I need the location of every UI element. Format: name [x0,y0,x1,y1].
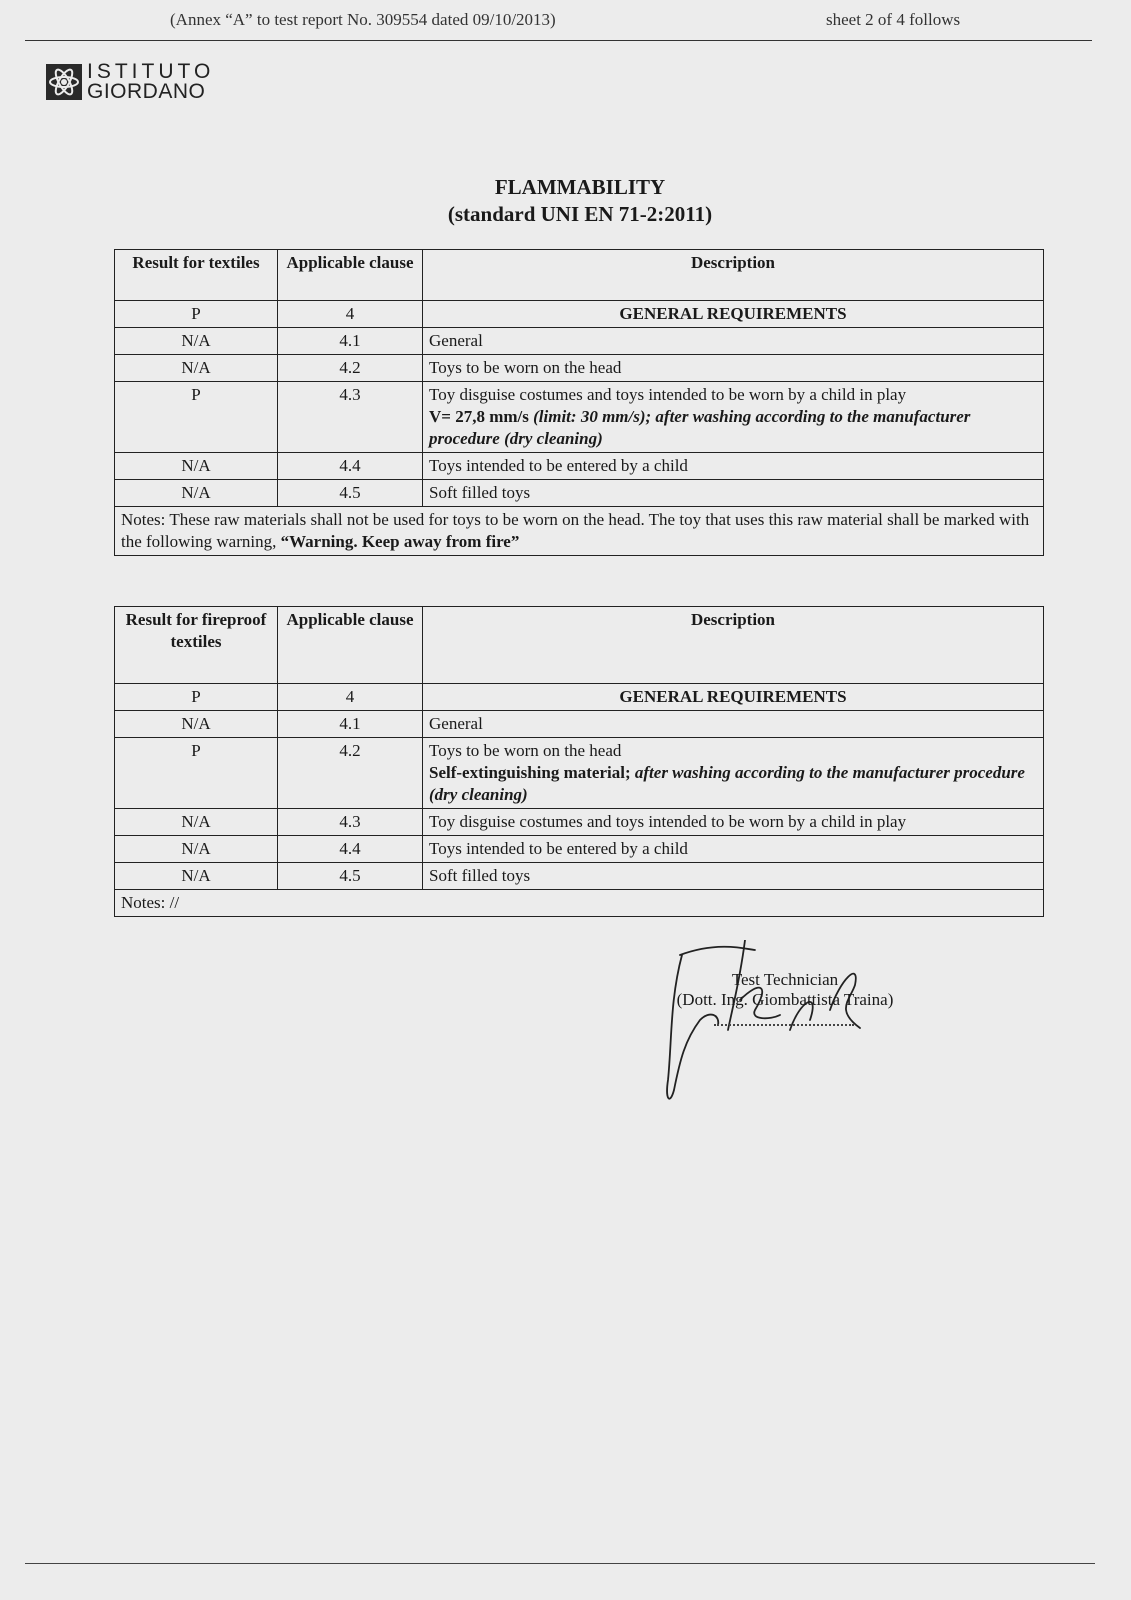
description-cell: General [423,328,1044,355]
result-cell: N/A [115,328,278,355]
signature-dotted-line [714,1024,854,1026]
description-cell: General [423,711,1044,738]
textiles-results-table [114,249,1044,556]
column-header-result: Result for fireproof textiles [115,607,278,684]
description-cell: GENERAL REQUIREMENTS [423,301,1044,328]
clause-cell: 4.3 [278,382,423,453]
column-header-description: Description [423,250,1044,301]
table-header-row [115,250,1044,301]
result-cell: P [115,684,278,711]
signature-block [660,970,910,1010]
clause-cell: 4.2 [278,355,423,382]
header-sheet-number: sheet 2 of 4 follows [826,10,961,29]
result-cell: N/A [115,711,278,738]
signatory-name: (Dott. Ing. Giombattista Traina) [676,990,894,1009]
description-cell: Soft filled toys [423,480,1044,507]
notes-row [115,890,1044,917]
table-row [115,684,1044,711]
clause-cell: 4.2 [278,738,423,809]
result-cell: N/A [115,355,278,382]
fireproof-textiles-results-table [114,606,1044,917]
table-row [115,301,1044,328]
table-row [115,711,1044,738]
atom-logo-icon [46,64,82,100]
description-text: Toys to be worn on the head [429,741,622,760]
clause-cell: 4.4 [278,453,423,480]
result-cell: N/A [115,836,278,863]
document-subtitle: (standard UNI EN 71-2:2011) [447,202,713,226]
table-row [115,328,1044,355]
handwritten-signature [660,940,900,1115]
result-cell: N/A [115,809,278,836]
detail-italic: (limit: 30 mm/s); after washing according to the manufacturer procedure (dry cleaning) [429,407,971,448]
logo-text-giordano: GIORDANO [87,80,206,103]
document-title: FLAMMABILITY [494,175,666,199]
istituto-giordano-logo [46,60,246,102]
notes-cell [115,507,1044,556]
table-row [115,480,1044,507]
clause-cell: 4.4 [278,836,423,863]
column-header-result: Result for textiles [115,250,278,301]
column-header-clause: Applicable clause [278,250,423,301]
logo-text-istituto: ISTITUTO [87,60,215,83]
detail-bold: V= 27,8 mm/s [429,407,529,426]
table-row [115,453,1044,480]
clause-cell: 4.5 [278,863,423,890]
result-cell: N/A [115,480,278,507]
description-cell: Toys intended to be entered by a child [423,836,1044,863]
signatory-role: Test Technician [731,970,839,989]
table-row [115,836,1044,863]
description-cell: GENERAL REQUIREMENTS [423,684,1044,711]
table-header-row [115,607,1044,684]
result-cell: P [115,382,278,453]
table-row [115,355,1044,382]
test-result-detail [429,762,1037,806]
description-cell: Toys to be worn on the head [423,355,1044,382]
clause-cell: 4 [278,301,423,328]
notes-cell: Notes: // [115,890,1044,917]
column-header-description: Description [423,607,1044,684]
result-cell: P [115,738,278,809]
table-row [115,738,1044,809]
description-cell: Toys intended to be entered by a child [423,453,1044,480]
description-cell: Soft filled toys [423,863,1044,890]
description-text: Toy disguise costumes and toys intended to be worn by a child in play [429,385,907,404]
header-rule [25,40,1092,41]
footer-rule [25,1563,1095,1564]
description-cell [423,382,1044,453]
table-row [115,382,1044,453]
test-result-detail [429,406,1037,450]
detail-italic: after washing according to the manufacturer procedure (dry cleaning) [429,763,1025,804]
clause-cell: 4.1 [278,328,423,355]
clause-cell: 4 [278,684,423,711]
table-row [115,809,1044,836]
result-cell: N/A [115,453,278,480]
clause-cell: 4.5 [278,480,423,507]
detail-bold: Self-extinguishing material; [429,763,631,782]
column-header-clause: Applicable clause [278,607,423,684]
header-report-reference: (Annex “A” to test report No. 309554 dated 09/10/2013) [170,10,556,29]
notes-text: Notes: These raw materials shall not be used for toys to be worn on the head. The toy that uses this raw material shall be marked with the following warning, [121,510,1030,551]
clause-cell: 4.3 [278,809,423,836]
result-cell: P [115,301,278,328]
description-cell [423,738,1044,809]
notes-warning: “Warning. Keep away from fire” [280,532,520,551]
clause-cell: 4.1 [278,711,423,738]
result-cell: N/A [115,863,278,890]
description-cell: Toy disguise costumes and toys intended to be worn by a child in play [423,809,1044,836]
table-row [115,863,1044,890]
notes-row [115,507,1044,556]
